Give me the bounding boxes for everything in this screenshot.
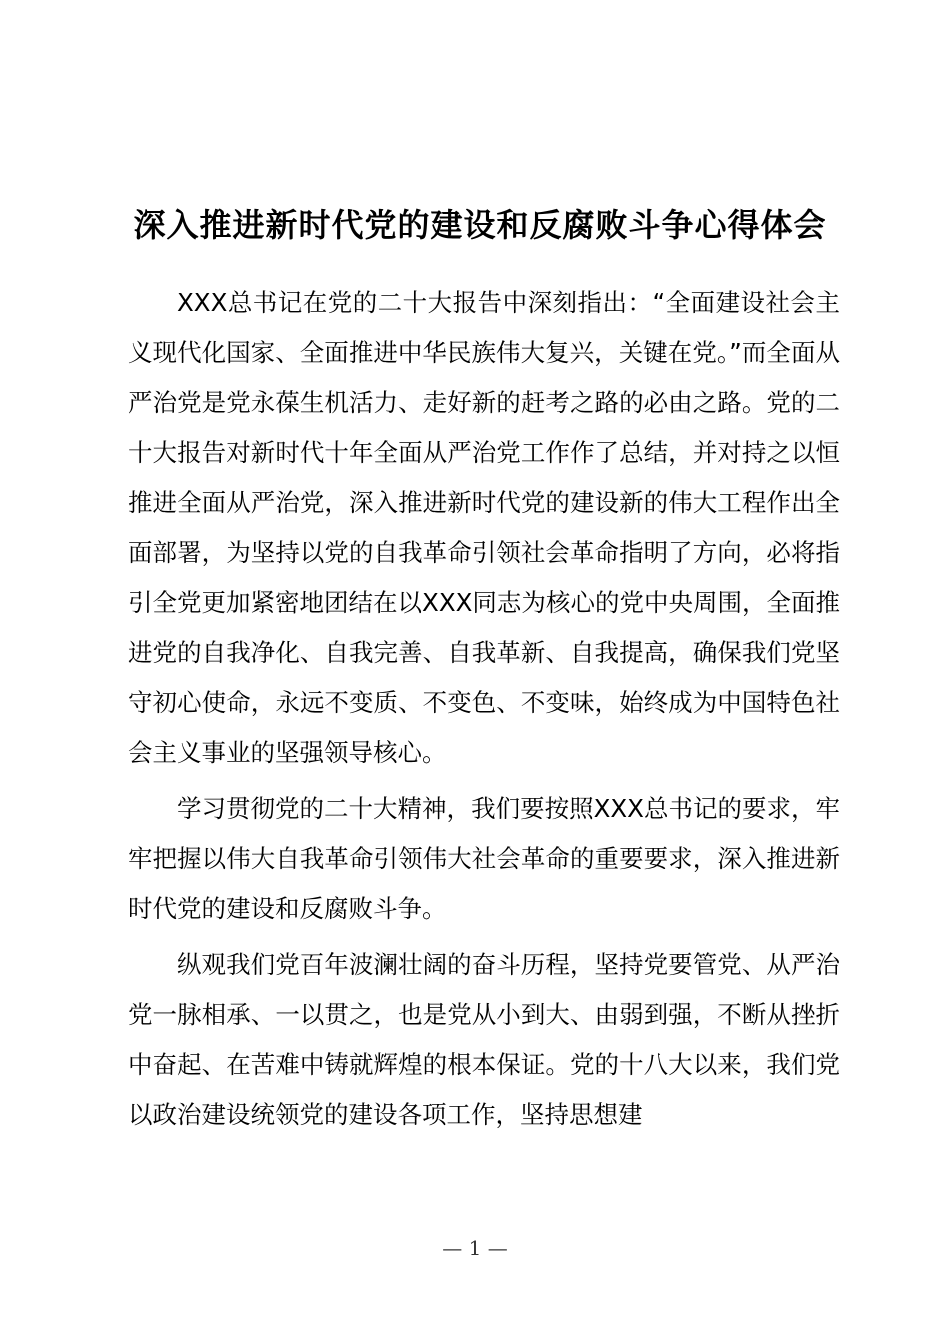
paragraph-3: 纵观我们党百年波澜壮阔的奋斗历程，坚持党要管党、从严治党一脉相承、一以贯之，也是党从小到大、由弱到强，不断从挫折中奋起、在苦难中铸就辉煌的根本保证。党的十八大以来，我们党以政治建设统领党的建设各项工作，坚持思想建 bbox=[128, 950, 840, 1129]
paragraph-1: XXX总书记在党的二十大报告中深刻指出：“全面建设社会主义现代化国家、全面推进中华民族伟大复兴，关键在党。”而全面从严治党是党永葆生机活力、走好新的赶考之路的必由之路。党的二十大报告对新时代十年全面从严治党工作作了总结，并对持之以恒推进全面从严治党，深入推进新时代党的建设新的伟大工程作出全面部署，为坚持以党的自我革命引领社会革命指明了方向，必将指引全党更加紧密地团结在以XXX同志为核心的党中央周围，全面推进党的自我净化、自我完善、自我革新、自我提高，确保我们党坚守初心使命，永远不变质、不变色、不变味，始终成为中国特色社会主义事业的坚强领导核心。 bbox=[128, 288, 840, 767]
paragraph-2: 学习贯彻党的二十大精神，我们要按照XXX总书记的要求，牢牢把握以伟大自我革命引领伟大社会革命的重要要求，深入推进新时代党的建设和反腐败斗争。 bbox=[128, 794, 840, 923]
document-title: 深入推进新时代党的建设和反腐败斗争心得体会 bbox=[133, 206, 827, 245]
document-body bbox=[128, 278, 840, 1146]
page-number: — 1 — bbox=[442, 1236, 508, 1260]
